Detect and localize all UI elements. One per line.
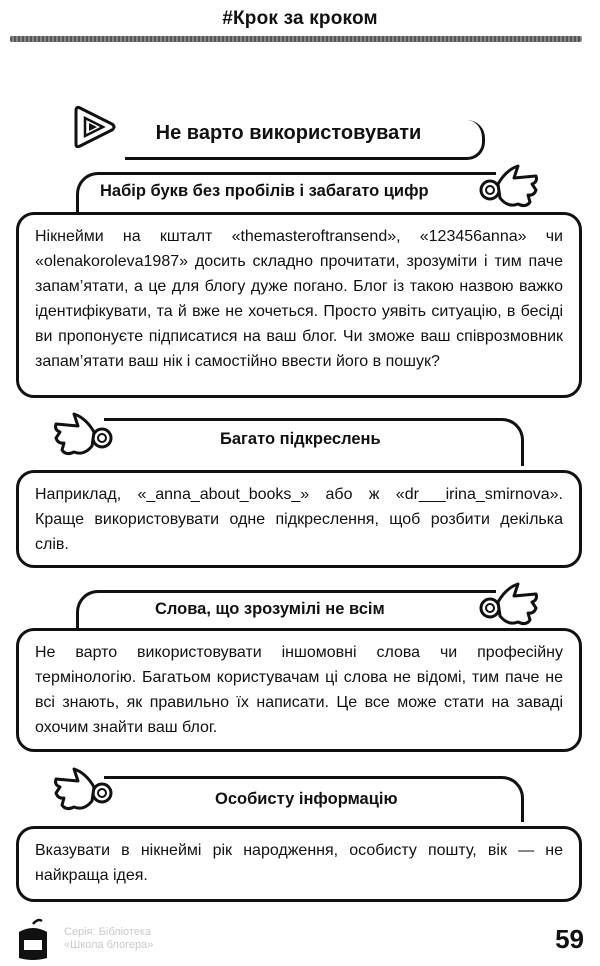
main-heading: Не варто використовувати (155, 122, 422, 144)
section-title: Особисту інформацію (215, 790, 398, 808)
main-heading-frame (125, 120, 485, 160)
publisher-logo-icon (14, 918, 52, 962)
footer-series-text (64, 926, 153, 952)
page-number: 59 (555, 924, 584, 954)
section-body (16, 212, 582, 398)
section-body-text: Наприклад, «_anna_about_books_» або ж «dr___irina_smirnova». Краще використовувати одне підкреслення, щоб розбити декілька слів. (35, 486, 563, 553)
footer-series-line: Серія: Бібліотека (64, 926, 152, 938)
play-icon (72, 104, 118, 150)
section-body-text: Нікнейми на кшталт «themasteroftransend», «123456anna» чи «olenakoroleva1987» досить складно прочитати, зрозуміти і тим паче запам’ятати, а це для блогу дуже погано. Блог із такою назвою важко ідентифікувати, та й вже не хочеться. Просто уявіть ситуацію, в бесіді ви пропонуєте підписатися на ваш блог. Чи зможе ваш співрозмовник запам’ятати ваш нік і самостійно ввести його в пошук? (35, 228, 563, 370)
header-divider (10, 36, 582, 42)
section-title: Набір букв без пробілів і забагато цифр (100, 182, 429, 200)
section-body (16, 470, 582, 568)
section-title: Слова, що зрозумілі не всім (155, 600, 385, 618)
footer-series-line: «Школа блогера» (64, 939, 154, 951)
section-body-text: Не варто використовувати іншомовні слова чи професійну термінологію. Багатьом користувачам ці слова не відомі, тим паче не всі знають, як правильно їх написати. Це все може стати на заваді охочим знайти ваш блог. (35, 644, 563, 736)
pointing-hand-icon (478, 580, 540, 632)
section-body-text: Вказувати в нікнеймі рік народження, особисту пошту, вік — не найкраща ідея. (35, 842, 563, 884)
pointing-hand-icon (478, 162, 540, 214)
section-title: Багато підкреслень (220, 430, 381, 448)
page-header-title: #Крок за кроком (222, 8, 378, 29)
section-body (16, 826, 582, 902)
section-body (16, 628, 582, 752)
